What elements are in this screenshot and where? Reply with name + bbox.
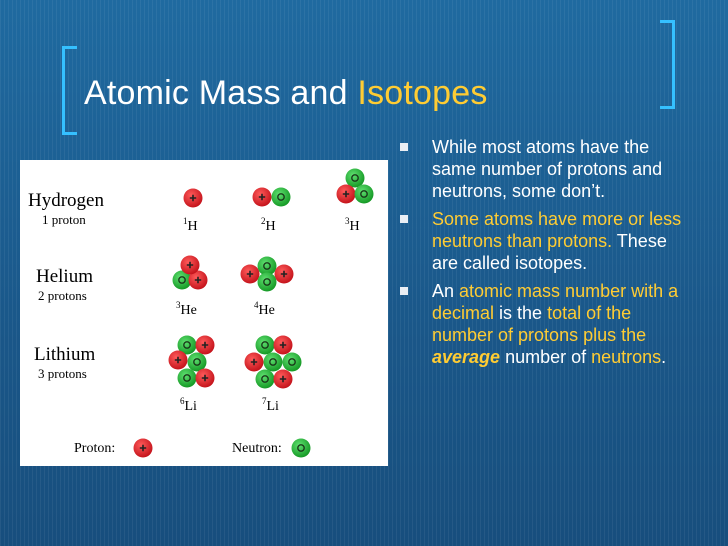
nucleus-li6	[169, 336, 215, 388]
proton-icon	[241, 265, 260, 284]
nucleus-h3	[337, 169, 374, 204]
neutron-icon	[292, 439, 311, 458]
slide-title	[84, 74, 488, 113]
isotope-label-he3: $^3$He	[176, 300, 197, 318]
proton-icon	[184, 189, 203, 208]
isotope-diagram	[20, 160, 388, 466]
neutron-icon	[258, 273, 277, 292]
isotope-label-li7: $^7$Li	[262, 396, 279, 414]
neutron-icon	[256, 370, 275, 389]
element-name-lithium: Lithium	[34, 344, 96, 365]
neutron-icon	[283, 353, 302, 372]
bullet-3-part-3: is the	[494, 303, 548, 323]
proton-icon	[169, 351, 188, 370]
square-bullet-icon	[400, 287, 408, 295]
neutron-icon	[346, 169, 365, 188]
proton-icon	[253, 188, 272, 207]
bullet-3-part-4: total of the number of protons plus the	[432, 303, 647, 345]
bullet-1-text: While most atoms have the same number of protons and neutrons, some don’t.	[432, 137, 663, 201]
key-proton-label: Proton:	[74, 441, 116, 456]
square-bullet-icon	[400, 143, 408, 151]
proton-icon	[275, 265, 294, 284]
nucleus-h1	[184, 189, 203, 208]
isotope-label-li6: $^6$Li	[180, 396, 197, 414]
neutron-icon	[256, 336, 275, 355]
title-main: Atomic Mass and	[84, 74, 358, 112]
title-accent: Isotopes	[357, 74, 488, 112]
square-bullet-icon	[400, 215, 408, 223]
bullet-2-text: These are called isotopes.	[432, 231, 667, 273]
element-sub-lithium: 3 protons	[38, 366, 87, 381]
bullet-3-part-6: number of	[500, 347, 592, 367]
isotope-label-he4: $^4$He	[254, 300, 275, 318]
bullet-list	[394, 136, 694, 374]
bullet-3-part-2: atomic mass number with a decimal	[432, 281, 679, 323]
bullet-3-part-7: neutrons	[591, 347, 662, 367]
element-sub-hydrogen: 1 proton	[42, 212, 86, 227]
bullet-3	[394, 280, 694, 368]
proton-icon	[134, 439, 153, 458]
proton-icon	[196, 369, 215, 388]
proton-icon	[274, 336, 293, 355]
nucleus-he4	[241, 257, 294, 292]
isotope-label-h3: $^3$H	[345, 216, 360, 234]
nucleus-h2	[253, 188, 291, 207]
neutron-icon	[178, 369, 197, 388]
isotope-diagram-panel	[20, 160, 388, 466]
neutron-icon	[355, 185, 374, 204]
bullet-2	[394, 208, 694, 274]
neutron-icon	[272, 188, 291, 207]
bullet-3-part-8: .	[661, 347, 667, 367]
element-sub-helium: 2 protons	[38, 288, 87, 303]
element-name-helium: Helium	[36, 266, 93, 287]
element-name-hydrogen: Hydrogen	[28, 190, 104, 211]
proton-icon	[337, 185, 356, 204]
bullet-2-highlight: Some atoms have more or less neutrons than protons.	[432, 209, 682, 251]
nucleus-li7	[245, 336, 302, 389]
left-bracket-decoration	[62, 46, 77, 135]
proton-icon	[245, 353, 264, 372]
right-bracket-decoration	[660, 20, 675, 109]
proton-icon	[196, 336, 215, 355]
bullet-3-part-1: An	[432, 281, 460, 301]
nucleus-he3	[173, 256, 208, 290]
isotope-label-h1: $^1$H	[183, 216, 198, 234]
proton-icon	[181, 256, 200, 275]
bullet-1	[394, 136, 694, 202]
isotope-label-h2: $^2$H	[261, 216, 276, 234]
bullet-3-part-5: average	[432, 347, 501, 367]
neutron-icon	[264, 353, 283, 372]
proton-icon	[274, 370, 293, 389]
key-neutron-label: Neutron:	[232, 441, 282, 456]
